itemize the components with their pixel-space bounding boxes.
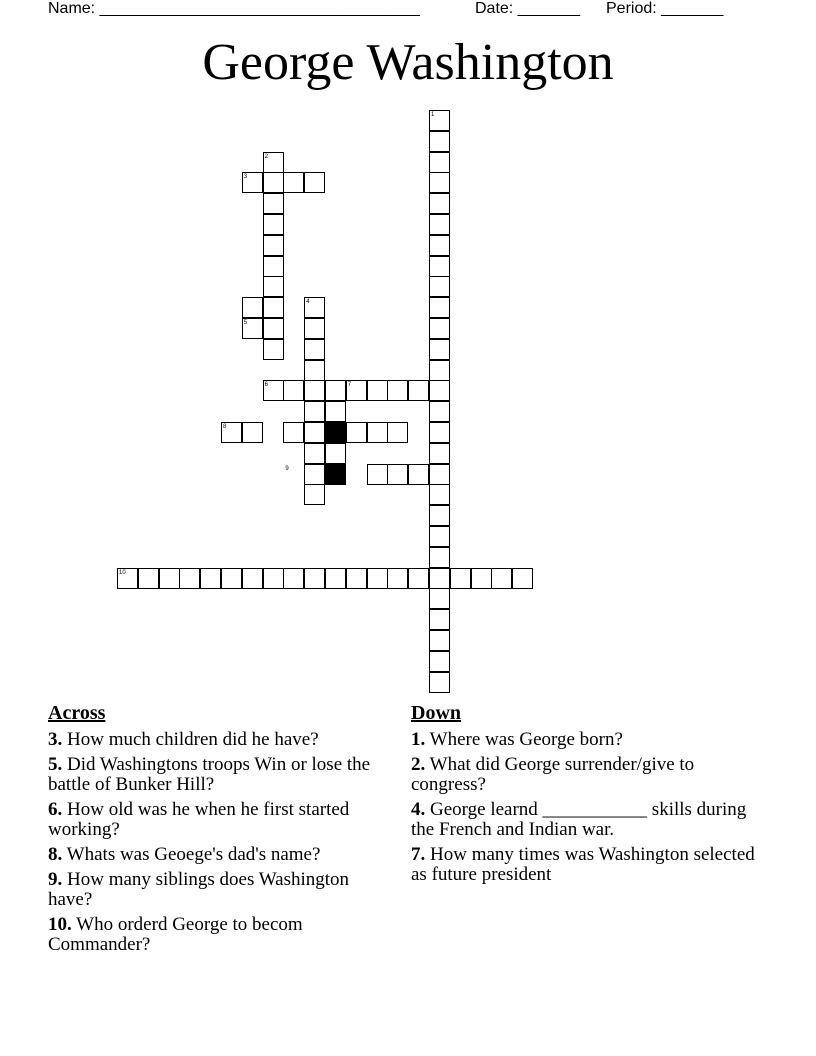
crossword-cell[interactable] <box>304 443 325 464</box>
crossword-cell[interactable] <box>429 568 450 589</box>
crossword-cell[interactable] <box>367 464 388 485</box>
period-field-label: Period: _______ <box>606 0 724 17</box>
crossword-cell[interactable] <box>242 568 263 589</box>
clue-number-6: 6 <box>264 382 268 389</box>
crossword-cell[interactable] <box>242 422 263 443</box>
crossword-cell[interactable] <box>408 568 429 589</box>
crossword-cell[interactable] <box>429 672 450 693</box>
across-clue-3: 3. How much children did he have? <box>48 729 319 750</box>
crossword-cell[interactable] <box>429 339 450 360</box>
crossword-cell[interactable] <box>491 568 512 589</box>
across-clue-5: 5. Did Washingtons troops Win or lose the battle of Bunker Hill? <box>48 754 371 795</box>
crossword-cell[interactable] <box>263 318 284 339</box>
crossword-cell[interactable] <box>408 464 429 485</box>
clue-number-10: 10 <box>119 569 126 576</box>
crossword-cell[interactable] <box>429 505 450 526</box>
crossword-cell[interactable] <box>263 214 284 235</box>
down-clue-4: 4. George learnd ___________ skills during the French and Indian war. <box>411 799 747 840</box>
name-field-label: Name: ____________________________________ <box>48 0 420 17</box>
crossword-cell[interactable] <box>304 360 325 381</box>
clue-number-8: 8 <box>223 424 227 430</box>
crossword-cell[interactable] <box>283 422 304 443</box>
crossword-cell[interactable] <box>325 380 346 401</box>
crossword-cell[interactable] <box>429 547 450 568</box>
crossword-cell[interactable] <box>471 568 492 589</box>
across-clue-6: 6. How old was he when he first started working? <box>48 799 350 840</box>
down-clue-1: 1. Where was George born? <box>411 729 623 750</box>
crossword-cell[interactable] <box>346 568 367 589</box>
clue-number-1: 1 <box>431 112 435 118</box>
crossword-cell[interactable] <box>283 172 304 193</box>
clue-number-4: 4 <box>306 299 310 306</box>
crossword-cell[interactable] <box>429 588 450 609</box>
across-clue-8: 8. Whats was Geoege's dad's name? <box>48 844 321 865</box>
crossword-cell[interactable] <box>512 568 533 589</box>
crossword-cell[interactable] <box>429 152 450 173</box>
crossword-cell[interactable] <box>325 568 346 589</box>
crossword-cell[interactable] <box>429 235 450 256</box>
crossword-cell[interactable] <box>200 568 221 589</box>
crossword-cell[interactable] <box>408 380 429 401</box>
down-clue-7: 7. How many times was Washington selected as future president <box>411 844 755 885</box>
crossword-cell[interactable] <box>346 422 367 443</box>
crossword-cell[interactable] <box>263 276 284 297</box>
crossword-cell[interactable] <box>367 422 388 443</box>
crossword-cell[interactable] <box>450 568 471 589</box>
crossword-cell[interactable] <box>387 464 408 485</box>
crossword-cell[interactable] <box>429 214 450 235</box>
crossword-cell[interactable] <box>429 360 450 381</box>
crossword-cell[interactable] <box>387 568 408 589</box>
crossword-cell[interactable] <box>263 172 284 193</box>
crossword-cell[interactable] <box>429 609 450 630</box>
crossword-cell[interactable] <box>429 318 450 339</box>
date-field-label: Date: _______ <box>475 0 580 17</box>
crossword-cell[interactable] <box>283 380 304 401</box>
crossword-cell[interactable] <box>429 172 450 193</box>
crossword-cell[interactable] <box>429 464 450 485</box>
crossword-cell[interactable] <box>304 568 325 589</box>
crossword-black-cell <box>325 464 346 485</box>
crossword-cell[interactable] <box>429 630 450 651</box>
crossword-cell[interactable] <box>304 422 325 443</box>
clue-number-3: 3 <box>243 174 248 181</box>
crossword-cell[interactable] <box>304 318 325 339</box>
crossword-cell[interactable] <box>429 297 450 318</box>
crossword-cell[interactable] <box>429 193 450 214</box>
down-heading: Down <box>411 702 462 724</box>
clue-number-5: 5 <box>243 320 248 326</box>
crossword-cell[interactable] <box>429 401 450 422</box>
crossword-cell[interactable] <box>263 568 284 589</box>
crossword-cell[interactable] <box>429 526 450 547</box>
crossword-cell[interactable] <box>283 568 304 589</box>
crossword-cell[interactable] <box>429 380 450 401</box>
crossword-cell[interactable] <box>263 256 284 277</box>
crossword-cell[interactable] <box>138 568 159 589</box>
crossword-cell[interactable] <box>159 568 180 589</box>
across-clues <box>48 702 388 960</box>
crossword-cell[interactable] <box>325 443 346 464</box>
crossword-cell[interactable] <box>263 297 284 318</box>
crossword-cell[interactable] <box>429 651 450 672</box>
across-clue-10: 10. Who orderd George to becom Commander? <box>48 914 303 955</box>
crossword-cell[interactable] <box>429 443 450 464</box>
crossword-cell[interactable] <box>429 256 450 277</box>
crossword-cell[interactable] <box>387 380 408 401</box>
puzzle-title: George Washington <box>202 34 614 91</box>
crossword-cell[interactable] <box>387 422 408 443</box>
crossword-cell[interactable] <box>304 401 325 422</box>
crossword-cell[interactable] <box>429 131 450 152</box>
crossword-cell[interactable] <box>304 339 325 360</box>
crossword-cell[interactable] <box>304 484 325 505</box>
crossword-cell[interactable] <box>304 172 325 193</box>
across-heading: Across <box>48 702 106 724</box>
crossword-cell[interactable] <box>429 484 450 505</box>
crossword-cell[interactable] <box>263 235 284 256</box>
crossword-cell[interactable] <box>367 568 388 589</box>
crossword-cell[interactable] <box>429 276 450 297</box>
clue-number-7: 7 <box>347 382 352 389</box>
crossword-cell[interactable] <box>263 193 284 214</box>
crossword-cell[interactable] <box>325 401 346 422</box>
crossword-black-cell <box>325 422 346 443</box>
crossword-cell[interactable] <box>179 568 200 589</box>
crossword-cell[interactable] <box>242 297 263 318</box>
down-clues <box>411 702 756 890</box>
down-clue-2: 2. What did George surrender/give to congress? <box>411 754 695 795</box>
across-clue-9: 9. How many siblings does Washington have? <box>48 869 350 910</box>
crossword-cell[interactable] <box>429 422 450 443</box>
clue-number-2: 2 <box>264 153 268 160</box>
crossword-cell[interactable] <box>304 380 325 401</box>
crossword-cell[interactable] <box>367 380 388 401</box>
crossword-cell[interactable] <box>304 464 325 485</box>
crossword-cell[interactable] <box>263 339 284 360</box>
clue-number-9: 9 <box>285 465 289 472</box>
crossword-cell[interactable] <box>221 568 242 589</box>
